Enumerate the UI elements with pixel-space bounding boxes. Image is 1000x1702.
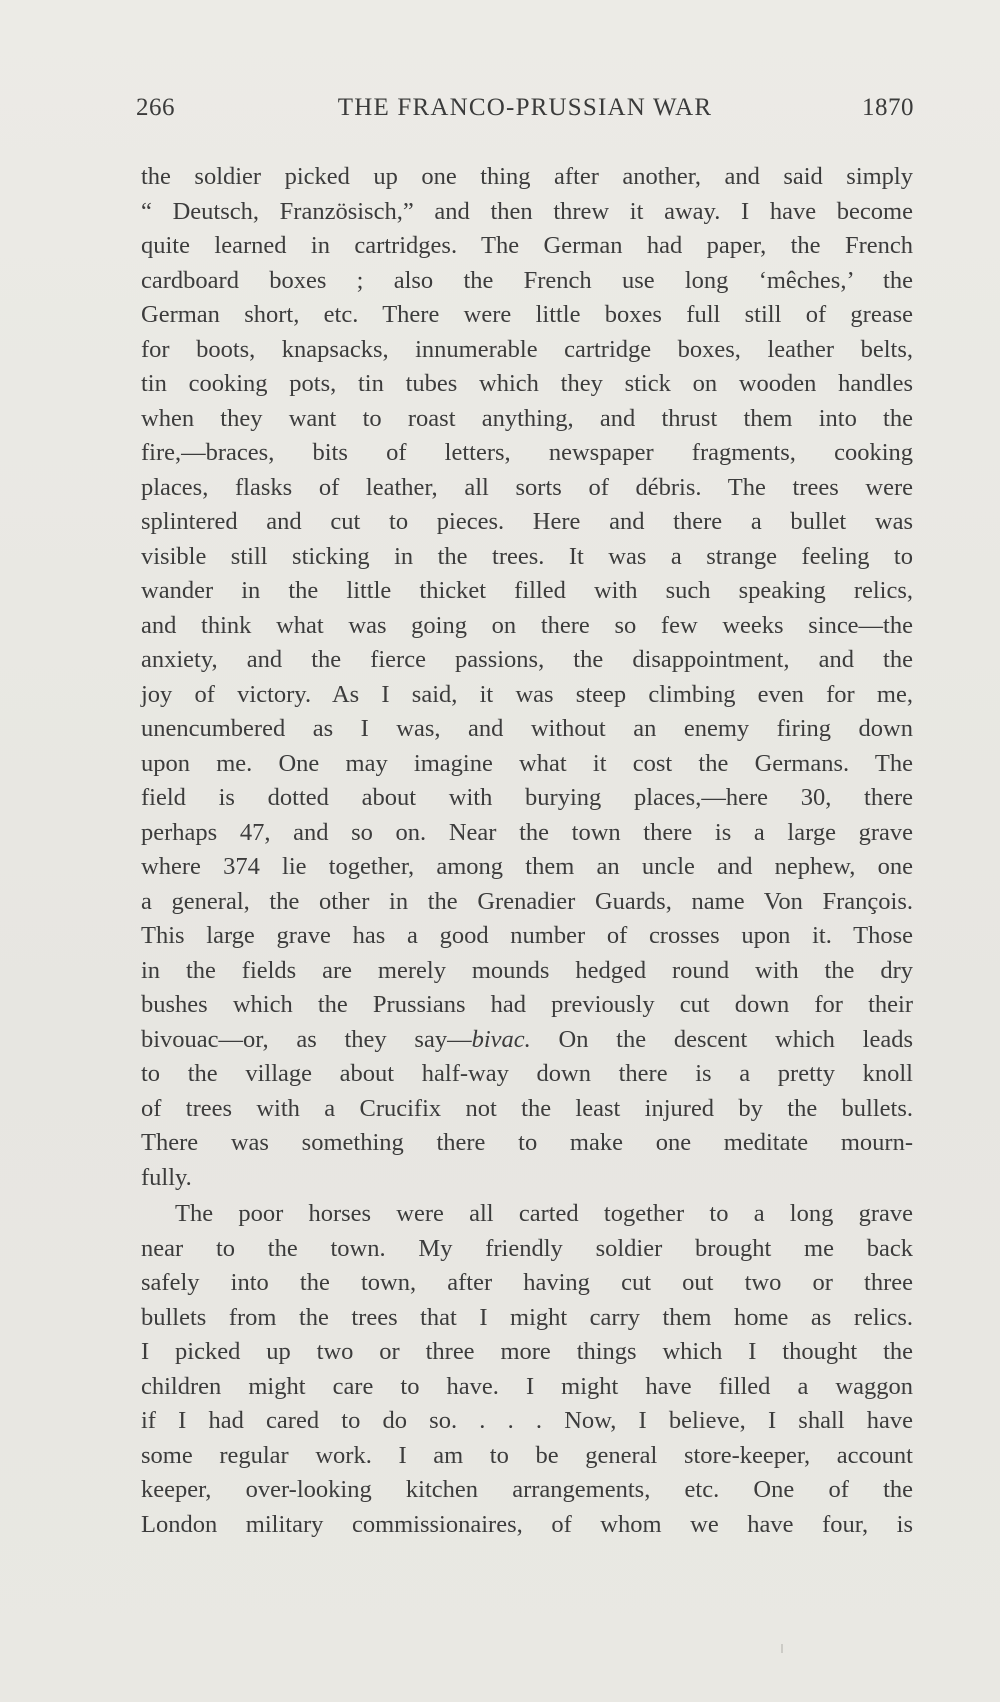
text-line: wander in the little thicket filled with such speaking relics, xyxy=(141,577,913,604)
text-line-bivac xyxy=(141,1023,913,1058)
text-line: The poor horses were all carted together to a long grave xyxy=(175,1200,913,1227)
text-line: some regular work. I am to be general store-keeper, account xyxy=(141,1441,913,1469)
text-line: children might care to have. I might have filled a waggon xyxy=(141,1372,913,1400)
text-line: fire,—braces, bits of letters, newspaper fragments, cooking xyxy=(141,439,913,466)
text-line: London military commissionaires, of whom we have four, is xyxy=(141,1510,913,1538)
page-number: 266 xyxy=(136,94,175,121)
text-line: in the fields are merely mounds hedged round with the dry xyxy=(141,956,913,984)
text-line: anxiety, and the fierce passions, the disappointment, and the xyxy=(141,646,913,673)
text-line: perhaps 47, and so on. Near the town there is a large grave xyxy=(141,818,913,846)
text-line: German short, etc. There were little boxes full still of grease xyxy=(141,301,913,328)
text-line: cardboard boxes ; also the French use long ‘mêches,’ the xyxy=(141,266,913,294)
text-line: splintered and cut to pieces. Here and there a bullet was xyxy=(141,508,913,535)
text-line: for boots, knapsacks, innumerable cartridge boxes, leather belts, xyxy=(141,335,913,363)
book-title: THE FRANCO-PRUSSIAN WAR xyxy=(337,94,713,121)
text-line: I picked up two or three more things which I thought the xyxy=(141,1338,913,1365)
body-text xyxy=(141,160,913,1542)
text-line: There was something there to make one meditate mourn- xyxy=(141,1129,913,1156)
running-head xyxy=(136,94,914,134)
text-line: “ Deutsch, Französisch,” and then threw it away. I have become xyxy=(141,197,913,225)
text-line: safely into the town, after having cut out two or three xyxy=(141,1269,913,1296)
text-line: if I had cared to do so. . . . Now, I believe, I shall have xyxy=(141,1407,913,1434)
italic-word: bivac. xyxy=(471,1025,531,1053)
text-line: bullets from the trees that I might carry them home as relics. xyxy=(141,1303,913,1331)
text-line: field is dotted about with burying places,—here 30, there xyxy=(141,784,913,811)
text-line: the soldier picked up one thing after another, and said simply xyxy=(141,163,913,190)
text-line: This large grave has a good number of crosses upon it. Those xyxy=(141,922,913,949)
text-line: to the village about half-way down there is a pretty knoll xyxy=(141,1060,913,1087)
year-label: 1870 xyxy=(862,94,914,121)
text-line: near to the town. My friendly soldier brought me back xyxy=(141,1234,913,1262)
text-line: places, flasks of leather, all sorts of débris. The trees were xyxy=(141,473,913,501)
text-line: a general, the other in the Grenadier Guards, name Von François. xyxy=(141,887,913,915)
text-line: keeper, over-looking kitchen arrangements, etc. One of the xyxy=(141,1476,913,1503)
text-line: joy of victory. As I said, it was steep climbing even for me, xyxy=(141,680,913,708)
text-line: upon me. One may imagine what it cost the Germans. The xyxy=(141,749,913,777)
text-line: tin cooking pots, tin tubes which they stick on wooden handles xyxy=(141,370,913,397)
text-line: and think what was going on there so few weeks since—the xyxy=(141,611,913,639)
text-line: fully. xyxy=(141,1163,192,1191)
paper-speck xyxy=(781,1644,783,1653)
text-line: quite learned in cartridges. The German had paper, the French xyxy=(141,232,913,259)
text-line: when they want to roast anything, and thrust them into the xyxy=(141,404,913,432)
text-line: of trees with a Crucifix not the least injured by the bullets. xyxy=(141,1094,913,1122)
text-segment: On the descent which leads xyxy=(530,1025,913,1053)
text-line: where 374 lie together, among them an uncle and nephew, one xyxy=(141,853,913,880)
text-line: bushes which the Prussians had previously cut down for their xyxy=(141,991,913,1018)
text-segment: bivouac—or, as they say— xyxy=(141,1025,472,1053)
text-line: unencumbered as I was, and without an enemy firing down xyxy=(141,715,913,742)
text-line: visible still sticking in the trees. It was a strange feeling to xyxy=(141,542,913,570)
